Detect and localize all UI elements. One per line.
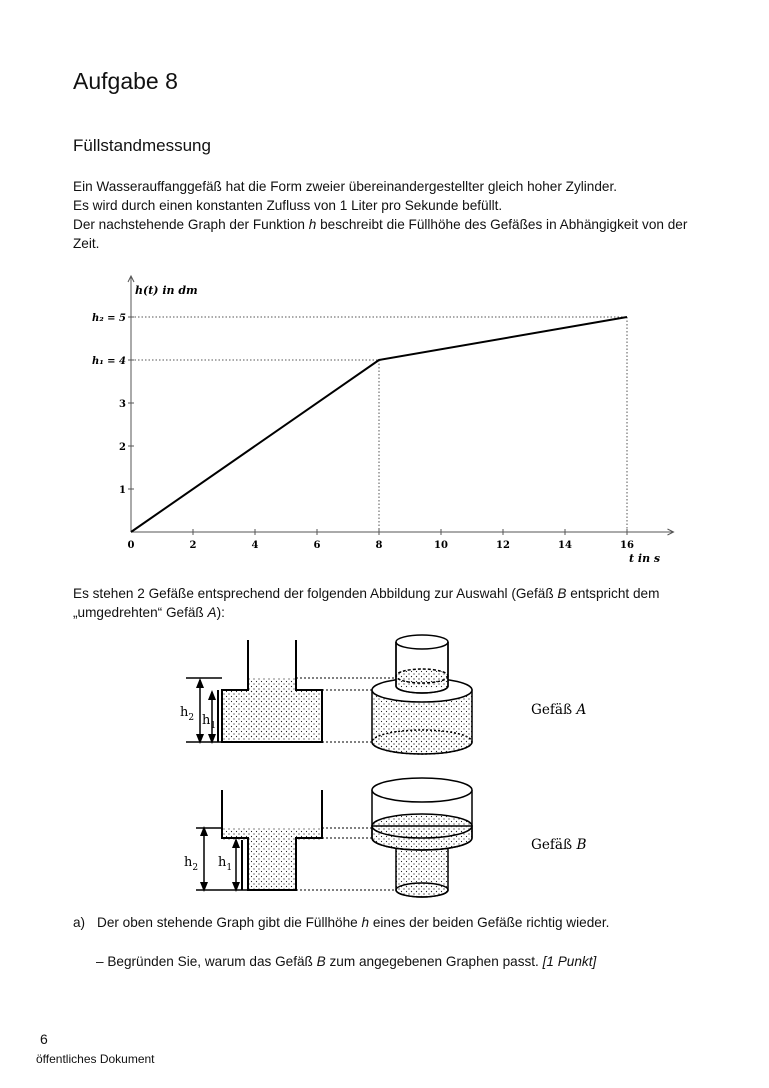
x-axis-label: t in s bbox=[629, 552, 661, 565]
question-a: a) Der oben stehende Graph gibt die Füllhöhe h eines der beiden Gefäße richtig wieder. bbox=[73, 915, 610, 930]
x-tick-label: 14 bbox=[558, 540, 572, 551]
y-tick-label: 2 bbox=[119, 442, 126, 453]
vessel-figure bbox=[0, 630, 769, 900]
vessel-b-3d bbox=[372, 778, 472, 897]
intro-line-2: Es wird durch einen konstanten Zufluss von 1 Liter pro Sekunde befüllt. bbox=[73, 198, 503, 213]
x-tick-label: 10 bbox=[434, 540, 448, 551]
h1-label-b: $h_1$ bbox=[218, 855, 233, 873]
vessel-b-label: Gefäß B bbox=[531, 837, 587, 853]
y-tick-label: 3 bbox=[119, 399, 126, 410]
vessel-a-label: Gefäß A bbox=[531, 702, 587, 718]
x-tick-label: 8 bbox=[375, 540, 383, 551]
y-tick-label: 1 bbox=[119, 485, 126, 496]
page-number: 6 bbox=[40, 1031, 48, 1047]
y-axis-label: h(t) in dm bbox=[135, 284, 198, 297]
x-tick-label: 0 bbox=[127, 540, 135, 551]
task-title: Aufgabe 8 bbox=[73, 68, 178, 94]
question-a-label: a) bbox=[73, 915, 86, 930]
choice-paragraph: Es stehen 2 Gefäße entsprechend der folgenden Abbildung zur Auswahl (Gefäß B entspricht dem „umgedrehten“ Gefäß A): bbox=[73, 586, 660, 620]
vessel-a-cross-section bbox=[180, 640, 322, 744]
h2-label-b: $h_2$ bbox=[184, 855, 199, 873]
y-tick-label: h₂ = 5 bbox=[92, 313, 126, 324]
vessel-a-3d bbox=[372, 635, 472, 754]
x-tick-label: 2 bbox=[189, 540, 197, 551]
h1-label-a: $h_1$ bbox=[202, 713, 217, 731]
x-tick-label: 6 bbox=[313, 540, 321, 551]
footer-note: öffentliches Dokument bbox=[36, 1052, 155, 1066]
intro-line-1: Ein Wasserauffanggefäß hat die Form zweier übereinandergestellter gleich hoher Zylinder. bbox=[73, 179, 618, 194]
fill-height-chart bbox=[0, 260, 769, 570]
vessel-b-cross-section bbox=[184, 790, 322, 892]
question-a-task: – Begründen Sie, warum das Gefäß B zum angegebenen Graphen passt. [1 Punkt] bbox=[96, 954, 597, 969]
intro-line-3: Der nachstehende Graph der Funktion h beschreibt die Füllhöhe des Gefäßes in Abhängigkeit von der Zeit. bbox=[73, 217, 688, 251]
y-tick-label: h₁ = 4 bbox=[92, 356, 126, 367]
intro-paragraph bbox=[73, 177, 713, 253]
x-tick-label: 12 bbox=[496, 540, 510, 551]
x-tick-label: 16 bbox=[620, 540, 634, 551]
x-tick-label: 4 bbox=[251, 540, 259, 551]
points-label: [1 Punkt] bbox=[542, 954, 597, 969]
h2-label-a: $h_2$ bbox=[180, 705, 195, 723]
task-subtitle: Füllstandmessung bbox=[73, 136, 211, 155]
